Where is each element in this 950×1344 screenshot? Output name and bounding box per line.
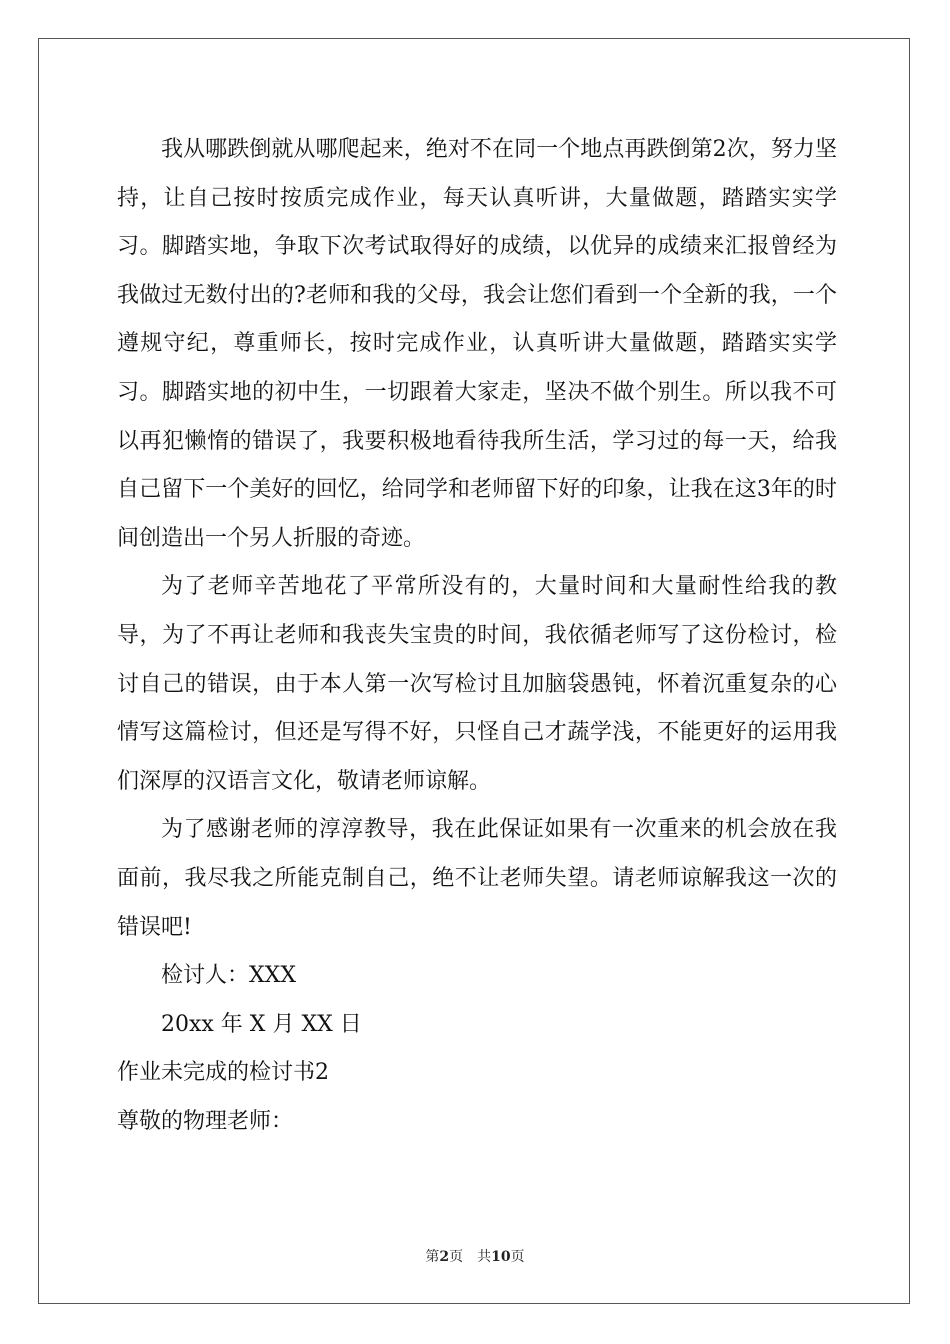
page-prefix: 第 [425,1249,440,1265]
paragraph-1: 我从哪跌倒就从哪爬起来，绝对不在同一个地点再跌倒第2次，努力坚持，让自己按时按质完成作业，每天认真听讲，大量做题，踏踏实实学习。脚踏实地，争取下次考试取得好的成绩，以优异的成绩来汇报曾经为我做过无数付出的?老师和我的父母，我会让您们看到一个全新的我，一个遵规守纪，尊重师长，按时完成作业，认真听讲大量做题，踏踏实实学习。脚踏实地的初中生，一切跟着大家走，坚决不做个别生。所以我不可以再犯懒惰的错误了，我要积极地看待我所生活，学习过的每一天，给我自己留下一个美好的回忆，给同学和老师留下好的印象，让我在这3年的时间创造出一个另人折服的奇迹。 [117,137,837,551]
current-page-number: 2 [439,1249,450,1265]
signature: 检讨人：XXX [161,963,296,989]
date: 20xx 年 X 月 XX 日 [161,1011,362,1037]
next-document-title: 作业未完成的检讨书2 [117,1060,329,1086]
page-number-footer [0,1246,950,1266]
salutation: 尊敬的物理老师： [117,1108,294,1134]
page-suffix: 页 [510,1249,525,1265]
paragraph-2: 为了老师辛苦地花了平常所没有的，大量时间和大量耐性给我的教导，为了不再让老师和我丧失宝贵的时间，我依循老师写了这份检讨，检讨自己的错误，由于本人第一次写检讨且加脑袋愚钝，怀着沉重复杂的心情写这篇检讨，但还是写得不好，只怪自己才蔬学浅，不能更好的运用我们深厚的汉语言文化，敬请老师谅解。 [117,574,837,794]
paragraph-3: 为了感谢老师的淳淳教导，我在此保证如果有一次重来的机会放在我面前，我尽我之所能克制自己，绝不让老师失望。请老师谅解我这一次的错误吧! [117,817,837,940]
document-body [117,126,837,1146]
total-page-number: 10 [491,1249,511,1265]
page-middle: 页 共 [449,1249,492,1265]
